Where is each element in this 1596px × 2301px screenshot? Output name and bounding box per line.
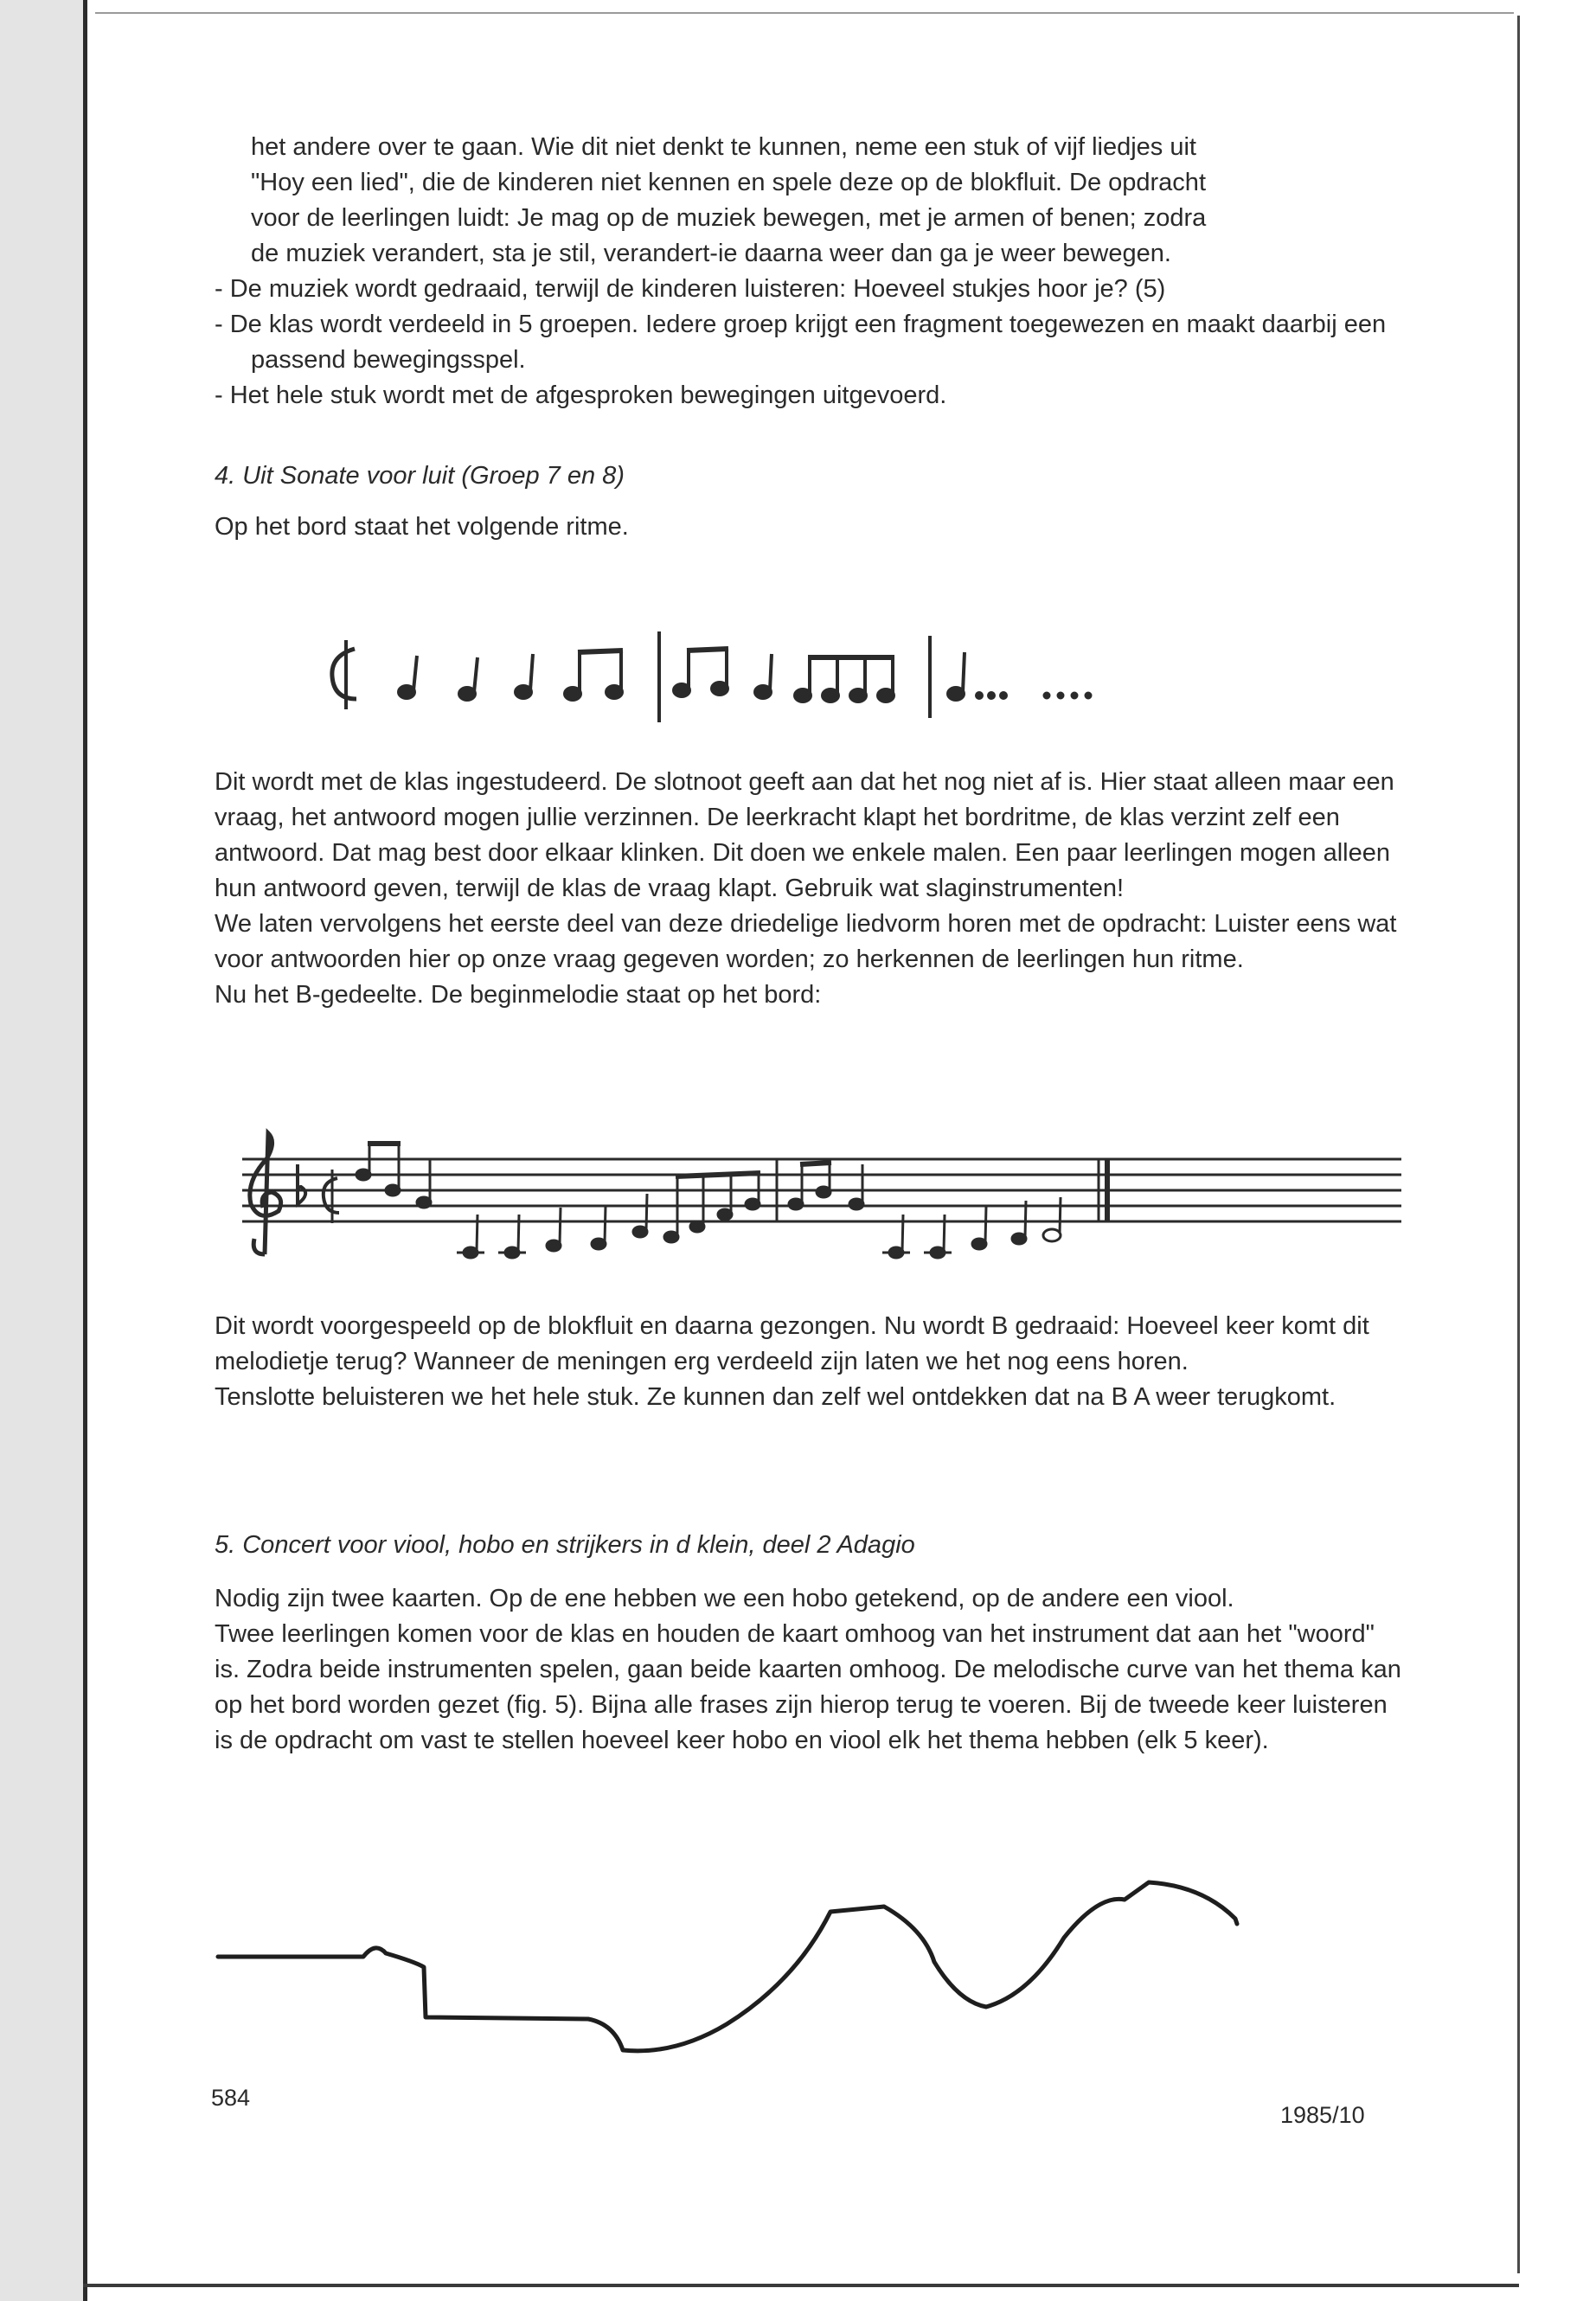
page-edge-right xyxy=(1517,16,1520,2273)
text-line: "Hoy een lied", die de kinderen niet kennen en spele deze op de blokfluit. De opdracht xyxy=(251,169,1206,196)
page-edge-top xyxy=(95,12,1514,14)
text-line: de muziek verandert, sta je stil, verandert-ie daarna weer dan ga je weer bewegen. xyxy=(251,240,1171,267)
paragraph: Twee leerlingen komen voor de klas en houden de kaart omhoog van het instrument dat aan het "woord" is. Zodra beide instrumenten spelen, gaan beide kaarten omhoog. De melodische curve van het thema kan op het bord worden gezet (fig. 5). Bijna alle frases zijn hierop terug te voeren. Bij de tweede keer luisteren is de opdracht om vast te stellen hoeveel keer hobo en viool elk het thema hebben (elk 5 keer). xyxy=(215,1620,1401,1754)
section-heading: 5. Concert voor viool, hobo en strijkers in d klein, deel 2 Adagio xyxy=(215,1531,915,1559)
page-edge-bottom xyxy=(83,2284,1519,2287)
continuation-paragraph xyxy=(215,130,1401,272)
bullet-item: - De muziek wordt gedraaid, terwijl de kinderen luisteren: Hoeveel stukjes hoor je? (5) xyxy=(215,275,1166,303)
paragraph: Dit wordt voorgespeeld op de blokfluit en daarna gezongen. Nu wordt B gedraaid: Hoeveel keer komt dit melodietje terug? Wanneer de meningen erg verdeeld zijn laten we het nog eens horen. xyxy=(215,1312,1369,1375)
page-number: 584 xyxy=(211,2085,251,2111)
scan-margin xyxy=(0,0,83,2301)
bullet-item: - De klas wordt verdeeld in 5 groepen. Iedere groep krijgt een fragment toegewezen en maakt daarbij een passend bewegingsspel. xyxy=(215,311,1387,374)
melody-explanation xyxy=(215,1309,1401,1415)
page-edge-left xyxy=(83,0,87,2301)
section-intro: Op het bord staat het volgende ritme. xyxy=(215,513,629,541)
paragraph: Nodig zijn twee kaarten. Op de ene hebben we een hobo getekend, op de andere een viool. xyxy=(215,1585,1234,1612)
section-heading: 4. Uit Sonate voor luit (Groep 7 en 8) xyxy=(215,462,625,490)
melodic-curve-figure xyxy=(208,1851,1419,2093)
bullet-item: - Het hele stuk wordt met de afgesproken bewegingen uitgevoerd. xyxy=(215,381,947,409)
paragraph: We laten vervolgens het eerste deel van deze driedelige liedvorm horen met de opdracht: Luister eens wat voor antwoorden hier op onze vraag gegeven worden; zo herkennen de leerlingen hun ritme. xyxy=(215,910,1397,973)
text-line: voor de leerlingen luidt: Je mag op de muziek bewegen, met je armen of benen; zodra xyxy=(251,204,1207,232)
paragraph: Tenslotte beluisteren we het hele stuk. Ze kunnen dan zelf wel ontdekken dat na B A weer terugkomt. xyxy=(215,1383,1336,1411)
intro-block xyxy=(215,130,1401,413)
rhythm-notation-figure xyxy=(320,597,1237,753)
issue-number: 1985/10 xyxy=(1280,2102,1365,2128)
paragraph: Nu het B-gedeelte. De beginmelodie staat op het bord: xyxy=(215,981,822,1009)
text-line: het andere over te gaan. Wie dit niet denkt te kunnen, neme een stuk of vijf liedjes uit xyxy=(251,133,1196,161)
paragraph: Dit wordt met de klas ingestudeerd. De slotnoot geeft aan dat het nog niet af is. Hier staat alleen maar een vraag, het antwoord mogen jullie verzinnen. De leerkracht klapt het bordritme, de klas verzint zelf een antwoord. Dat mag best door elkaar klinken. Dit doen we enkele malen. Een paar leerlingen mogen alleen hun antwoord geven, terwijl de klas de vraag klapt. Gebruik wat slaginstrumenten! xyxy=(215,768,1394,902)
rhythm-explanation xyxy=(215,765,1401,1013)
melody-staff-figure xyxy=(225,1125,1410,1280)
concert-explanation xyxy=(215,1581,1401,1759)
